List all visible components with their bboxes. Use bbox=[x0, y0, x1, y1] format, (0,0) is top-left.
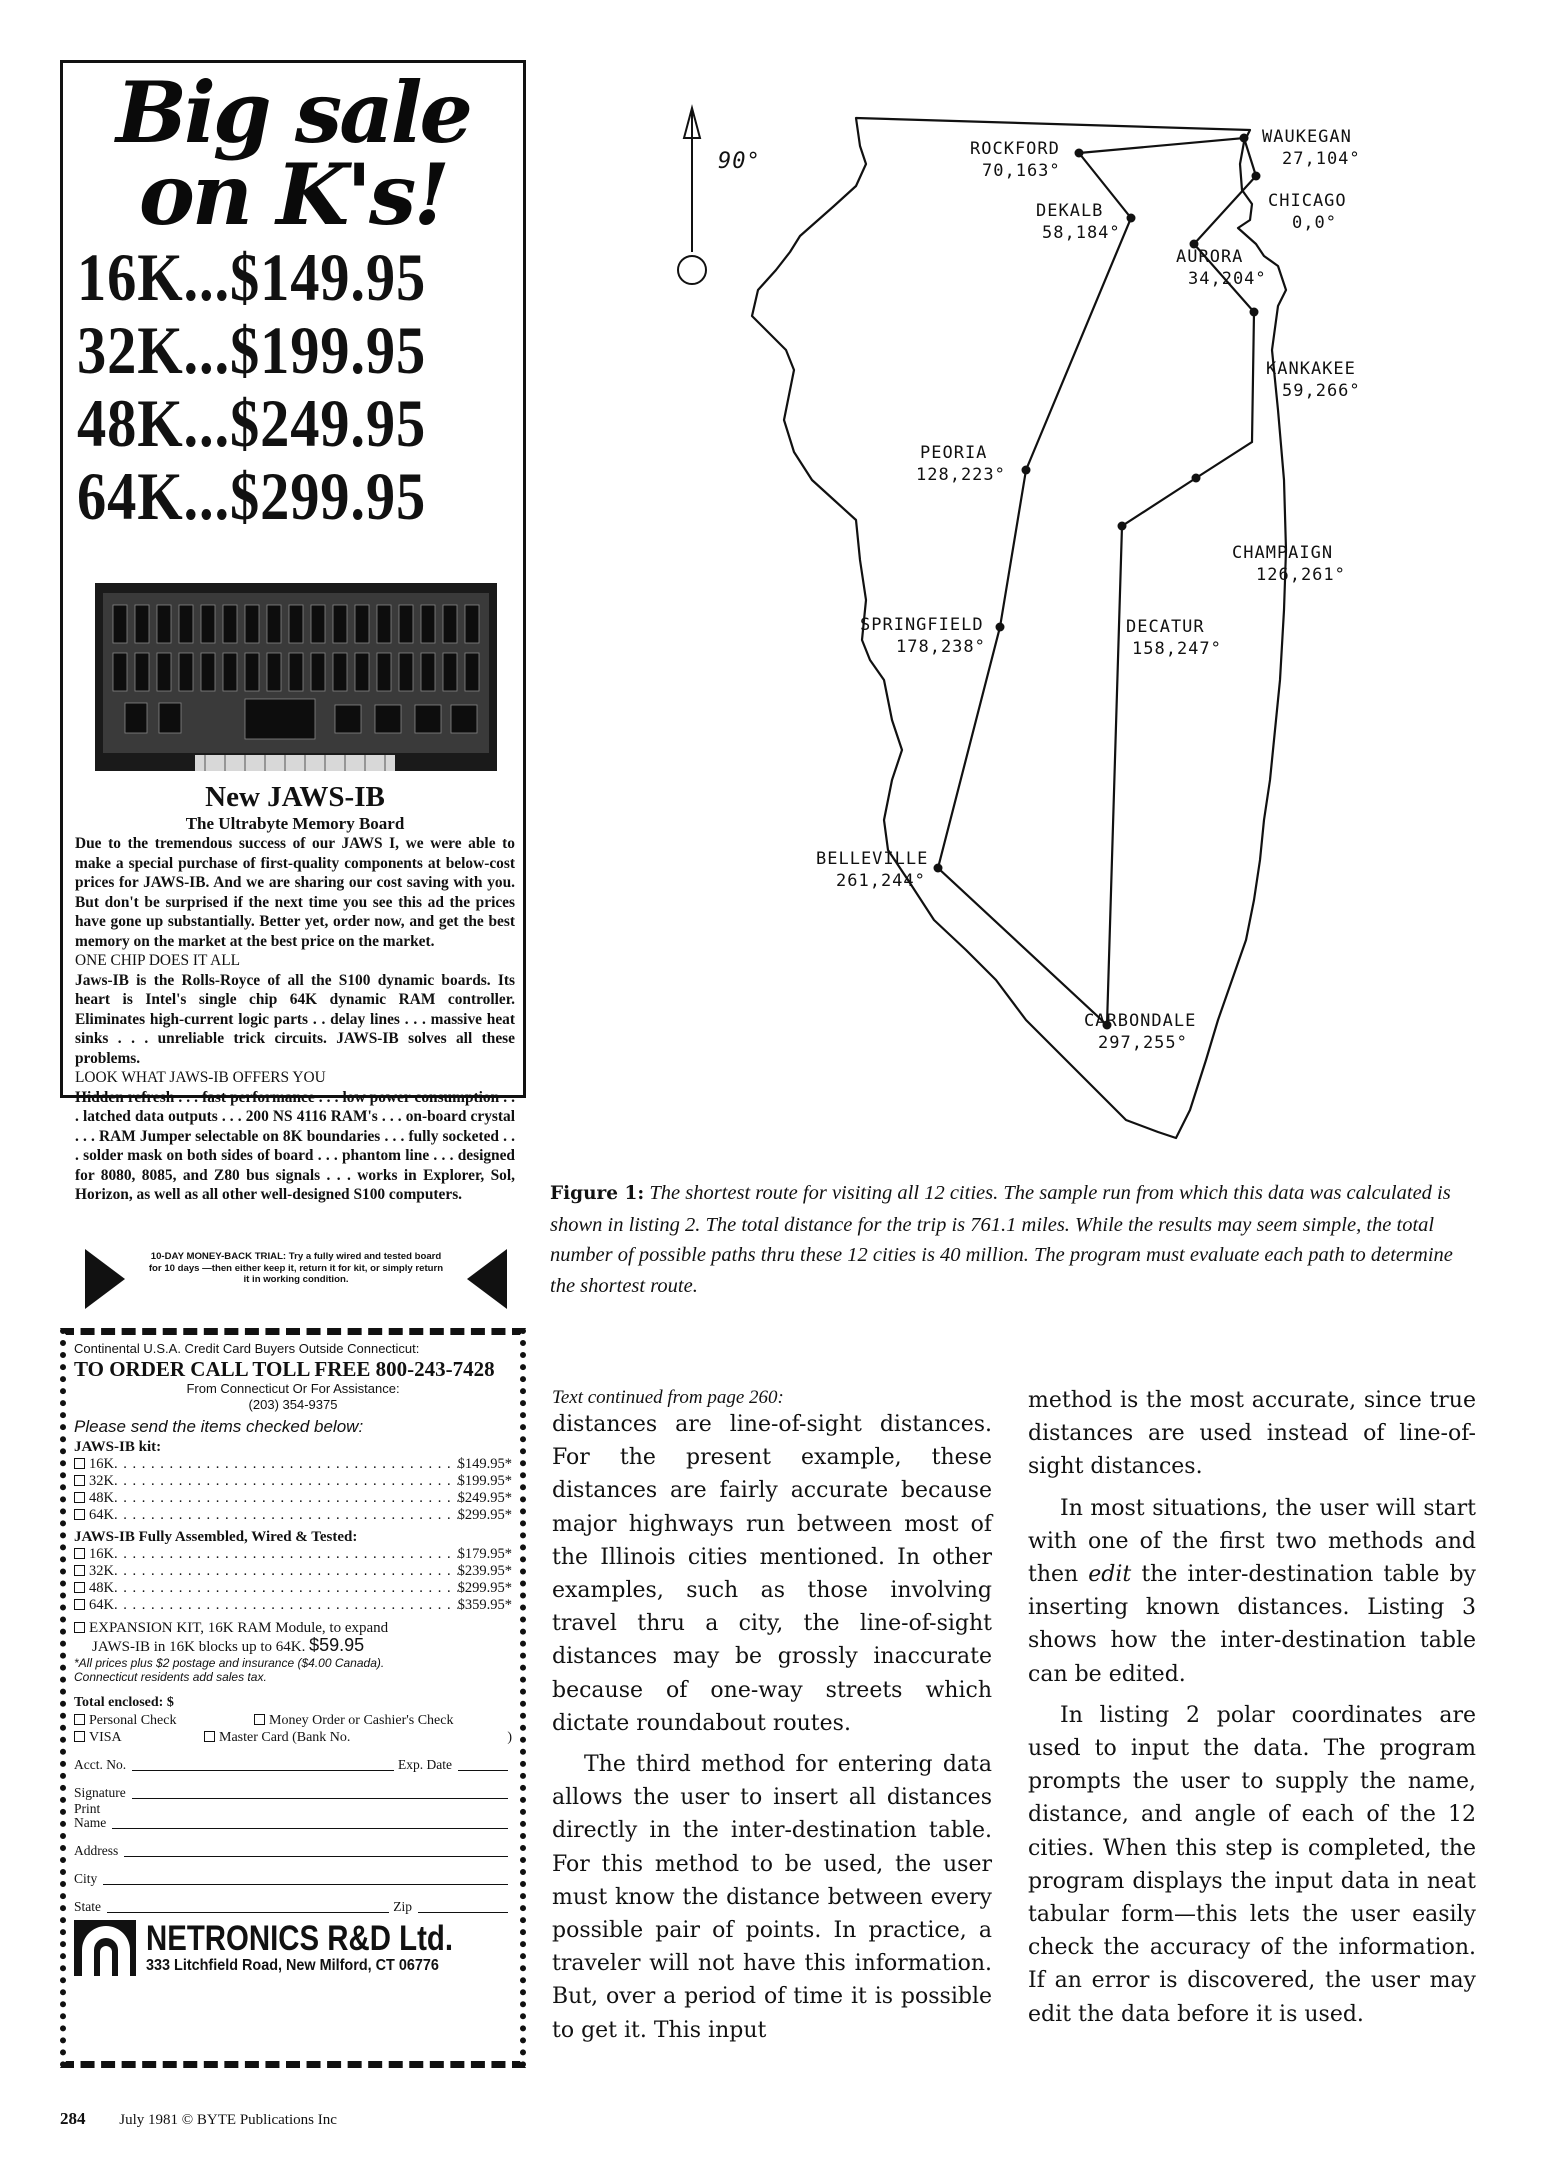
paragraph: distances are line-of-sight distances. For the present example, these distances are fairly accurate because major highways run between most of the Illinois cities mentioned. In other examples, such as those involving travel thru a city, the line-of-sight distances may be grossly inaccurate because of one-way streets which dictate roundabout routes. bbox=[552, 1412, 992, 1736]
toll-free-line: TO ORDER CALL TOLL FREE 800-243-7428 bbox=[74, 1357, 495, 1381]
city-name-kankakee: KANKAKEE bbox=[1266, 359, 1356, 379]
please-send: Please send the items checked below: bbox=[74, 1417, 364, 1436]
advertisement bbox=[60, 60, 526, 1285]
state-zip-field[interactable]: State Zip bbox=[74, 1888, 512, 1916]
city-name-belleville: BELLEVILLE bbox=[816, 849, 929, 869]
city-coords-chicago: 0,0° bbox=[1292, 213, 1337, 233]
price-list bbox=[63, 241, 523, 533]
company-block bbox=[74, 1920, 512, 1976]
city-coords-aurora: 34,204° bbox=[1188, 269, 1267, 289]
checkbox[interactable] bbox=[74, 1731, 85, 1742]
paragraph: The third method for entering data allows the user to insert all distances directly in the inter-destination table. For this method to be used, the user must know the distance between every possible pair of points. In practice, a traveler will not have this information. But, over a period of time it is possible to get it. This input bbox=[552, 1752, 992, 2043]
name-field[interactable]: Name bbox=[74, 1816, 512, 1832]
trial-text: 10-DAY MONEY-BACK TRIAL: Try a fully wired and tested board for 10 days —then either keep it, return it for kit, or simply return it in working condition. bbox=[148, 1251, 444, 1285]
checkbox[interactable] bbox=[204, 1731, 215, 1742]
continued-note: Text continued from page 260: bbox=[552, 1387, 784, 1408]
ad-body bbox=[75, 781, 515, 1205]
city-coords-decatur: 158,247° bbox=[1132, 639, 1222, 659]
city-field[interactable]: City bbox=[74, 1860, 512, 1888]
master-card-option[interactable]: Master Card (Bank No. bbox=[204, 1729, 507, 1746]
signature-field[interactable]: Signature bbox=[74, 1774, 512, 1802]
city-points bbox=[934, 134, 1261, 1030]
city-coords-springfield: 178,238° bbox=[896, 637, 986, 657]
city-name-springfield: SPRINGFIELD bbox=[860, 615, 984, 635]
city-name-decatur: DECATUR bbox=[1126, 617, 1205, 637]
figure-caption bbox=[550, 1178, 1470, 1301]
city-coords-dekalb: 58,184° bbox=[1042, 223, 1121, 243]
master-card-close: ) bbox=[507, 1730, 512, 1745]
city-name-dekalb: DEKALB bbox=[1036, 201, 1104, 221]
fine-print: Connecticut residents add sales tax. bbox=[74, 1670, 267, 1684]
kit-option[interactable]: 32K . . . $199.95* bbox=[74, 1473, 512, 1490]
arrow-right-icon bbox=[85, 1249, 125, 1309]
city-name-aurora: AURORA bbox=[1176, 247, 1244, 267]
ad-headline-line2: on K's! bbox=[138, 145, 448, 244]
city-coords-carbondale: 297,255° bbox=[1098, 1033, 1188, 1053]
city-point-decatur bbox=[1118, 522, 1127, 531]
money-order-option[interactable]: Money Order or Cashier's Check bbox=[254, 1712, 453, 1729]
city-point-belleville bbox=[934, 864, 943, 873]
article-column-1 bbox=[552, 1386, 992, 2047]
article-column-2 bbox=[1028, 1384, 1476, 2031]
kit-option[interactable]: 48K . . . $249.95* bbox=[74, 1490, 512, 1507]
city-point-champaign bbox=[1192, 474, 1201, 483]
ad-intro: Due to the tremendous success of our JAWS I, we were able to make a special purchase of first-quality components at below-cost prices for JAWS-IB. And we are sharing our cost saving with you. But don't be surprised if the next time you see this ad the prices have gone up substantially. Better yet, order now, and get the best memory on the market at the best price on the market. bbox=[75, 835, 515, 950]
checkbox[interactable] bbox=[74, 1714, 85, 1725]
city-point-kankakee bbox=[1250, 308, 1259, 317]
city-coords-kankakee: 59,266° bbox=[1282, 381, 1361, 401]
assist-line: From Connecticut Or For Assistance: bbox=[186, 1381, 400, 1396]
arrow-left-icon bbox=[467, 1249, 507, 1309]
personal-check-option[interactable]: Personal Check bbox=[74, 1712, 254, 1729]
north-label: 90° bbox=[718, 149, 761, 174]
product-subtitle: The Ultrabyte Memory Board bbox=[185, 814, 405, 833]
city-coords-belleville: 261,244° bbox=[836, 871, 926, 891]
assembled-option[interactable]: 16K . . . $179.95* bbox=[74, 1546, 512, 1563]
assembled-option[interactable]: 48K . . . $299.95* bbox=[74, 1580, 512, 1597]
assembled-heading: JAWS-IB Fully Assembled, Wired & Tested: bbox=[74, 1529, 358, 1545]
city-coords-champaign: 126,261° bbox=[1256, 565, 1346, 585]
city-name-rockford: ROCKFORD bbox=[970, 139, 1060, 159]
section-body: Hidden refresh . . . fast performance . . . low power consumption . . . latched data outputs . . . 200 NS 4116 RAM's . . . on-board crystal . . . RAM Jumper selectable on 8K boundaries . . . fully socketed . . . solder mask on both sides of board . . . phantom line . . . designed for 8080, 8085, and Z80 bus signals . . . works in Explorer, Sol, Horizon, as well as all other well-designed S100 computers. bbox=[75, 1088, 515, 1203]
caption-text: The shortest route for visiting all 12 cities. The sample run from which this data was calculated is shown in listing 2. The total distance for the trip is 761.1 miles. While the results may seem simple, the total number of possible paths thru these 12 cities is 40 million. The program must evaluate each path to determine the shortest route. bbox=[550, 1182, 1453, 1297]
price-row: 64K...$299.95 bbox=[77, 458, 427, 534]
expansion-line2: JAWS-IB in 16K blocks up to 64K. bbox=[92, 1639, 306, 1655]
city-point-rockford bbox=[1075, 149, 1084, 158]
section-body: Jaws-IB is the Rolls-Royce of all the S100 dynamic boards. Its heart is Intel's single chip 64K dynamic RAM controller. Eliminates high-current logic parts . . delay lines . . . massive heat sinks . . . unreliable trick circuits. JAWS-IB solves all these problems. bbox=[75, 971, 515, 1067]
kit-option[interactable]: 16K . . . $149.95* bbox=[74, 1456, 512, 1473]
fine-print: *All prices plus $2 postage and insurance ($4.00 Canada). bbox=[74, 1656, 385, 1670]
kit-option[interactable]: 64K . . . $299.95* bbox=[74, 1507, 512, 1524]
city-name-champaign: CHAMPAIGN bbox=[1232, 543, 1334, 563]
page-number: 284 bbox=[60, 2109, 86, 2128]
assist-phone: (203) 354-9375 bbox=[248, 1397, 338, 1412]
checkbox[interactable] bbox=[74, 1582, 85, 1593]
expansion-option[interactable] bbox=[74, 1620, 512, 1656]
address-field[interactable]: Address bbox=[74, 1832, 512, 1860]
city-coords-peoria: 128,223° bbox=[916, 465, 1006, 485]
memory-board-image bbox=[95, 583, 497, 771]
checkbox[interactable] bbox=[74, 1458, 85, 1469]
city-point-springfield bbox=[996, 623, 1005, 632]
checkbox[interactable] bbox=[74, 1475, 85, 1486]
city-point-waukegan bbox=[1240, 134, 1249, 143]
price-row: 48K...$249.95 bbox=[77, 385, 427, 461]
company-name: NETRONICS R&D Ltd. bbox=[146, 1919, 454, 1958]
checkbox[interactable] bbox=[74, 1509, 85, 1520]
credit-line: Continental U.S.A. Credit Card Buyers Outside Connecticut: bbox=[74, 1341, 420, 1356]
city-coords-rockford: 70,163° bbox=[982, 161, 1061, 181]
visa-option[interactable]: VISA bbox=[74, 1729, 204, 1746]
order-coupon bbox=[60, 1328, 526, 2068]
checkbox[interactable] bbox=[74, 1492, 85, 1503]
north-arrow bbox=[678, 108, 706, 284]
city-name-waukegan: WAUKEGAN bbox=[1262, 127, 1352, 147]
expansion-line1: EXPANSION KIT, 16K RAM Module, to expand bbox=[89, 1620, 389, 1636]
section-heading: LOOK WHAT JAWS-IB OFFERS YOU bbox=[75, 1069, 326, 1086]
print-label: Print bbox=[74, 1801, 101, 1816]
assembled-option[interactable]: 64K . . . $359.95* bbox=[74, 1597, 512, 1614]
checkbox[interactable] bbox=[254, 1714, 265, 1725]
assembled-option[interactable]: 32K . . . $239.95* bbox=[74, 1563, 512, 1580]
kit-heading: JAWS-IB kit: bbox=[74, 1439, 162, 1455]
checkbox[interactable] bbox=[74, 1599, 85, 1610]
illinois-route-map bbox=[666, 80, 1486, 1175]
paragraph: In most situations, the user will start with one of the first two methods and then edit the inter-destination table by inserting known distances. Listing 3 shows how the inter-destination table can be edited. bbox=[1028, 1495, 1476, 1687]
checkbox[interactable] bbox=[74, 1548, 85, 1559]
expansion-price: $59.95 bbox=[309, 1635, 365, 1655]
city-point-peoria bbox=[1022, 466, 1031, 475]
city-point-chicago bbox=[1252, 172, 1261, 181]
page-footer bbox=[60, 2109, 337, 2129]
ad-headline-line1: Big sale bbox=[116, 63, 470, 162]
trial-banner bbox=[83, 1245, 509, 1315]
city-name-peoria: PEORIA bbox=[920, 443, 988, 463]
netronics-logo bbox=[74, 1920, 136, 1976]
company-address: 333 Litchfield Road, New Milford, CT 06776 bbox=[146, 1957, 439, 1974]
city-name-chicago: CHICAGO bbox=[1268, 191, 1347, 211]
paragraph: In listing 2 polar coordinates are used to input the data. The program prompts the user to supply the name, distance, and angle of each of the 12 cities. When this step is completed, the program displays the input data in neat tabular form—this lets the user easily check the accuracy of the information. If an error is discovered, the user may edit the data before it is used. bbox=[1028, 1702, 1476, 2027]
total-enclosed-field[interactable]: Total enclosed: $ bbox=[74, 1695, 174, 1710]
city-name-carbondale: CARBONDALE bbox=[1084, 1011, 1197, 1031]
price-row: 16K...$149.95 bbox=[77, 239, 427, 315]
city-point-dekalb bbox=[1127, 214, 1136, 223]
figure-label: Figure 1: bbox=[550, 1183, 645, 1204]
acct-field[interactable]: Acct. No. Exp. Date bbox=[74, 1746, 512, 1774]
issue-line: July 1981 © BYTE Publications Inc bbox=[119, 2112, 337, 2128]
section-heading: ONE CHIP DOES IT ALL bbox=[75, 952, 241, 969]
price-row: 32K...$199.95 bbox=[77, 312, 427, 388]
checkbox[interactable] bbox=[74, 1622, 85, 1633]
checkbox[interactable] bbox=[74, 1565, 85, 1576]
city-coords-waukegan: 27,104° bbox=[1282, 149, 1361, 169]
paragraph: method is the most accurate, since true distances are used instead of line-of-sight distances. bbox=[1028, 1388, 1476, 1480]
product-title: New JAWS-IB bbox=[205, 781, 385, 813]
